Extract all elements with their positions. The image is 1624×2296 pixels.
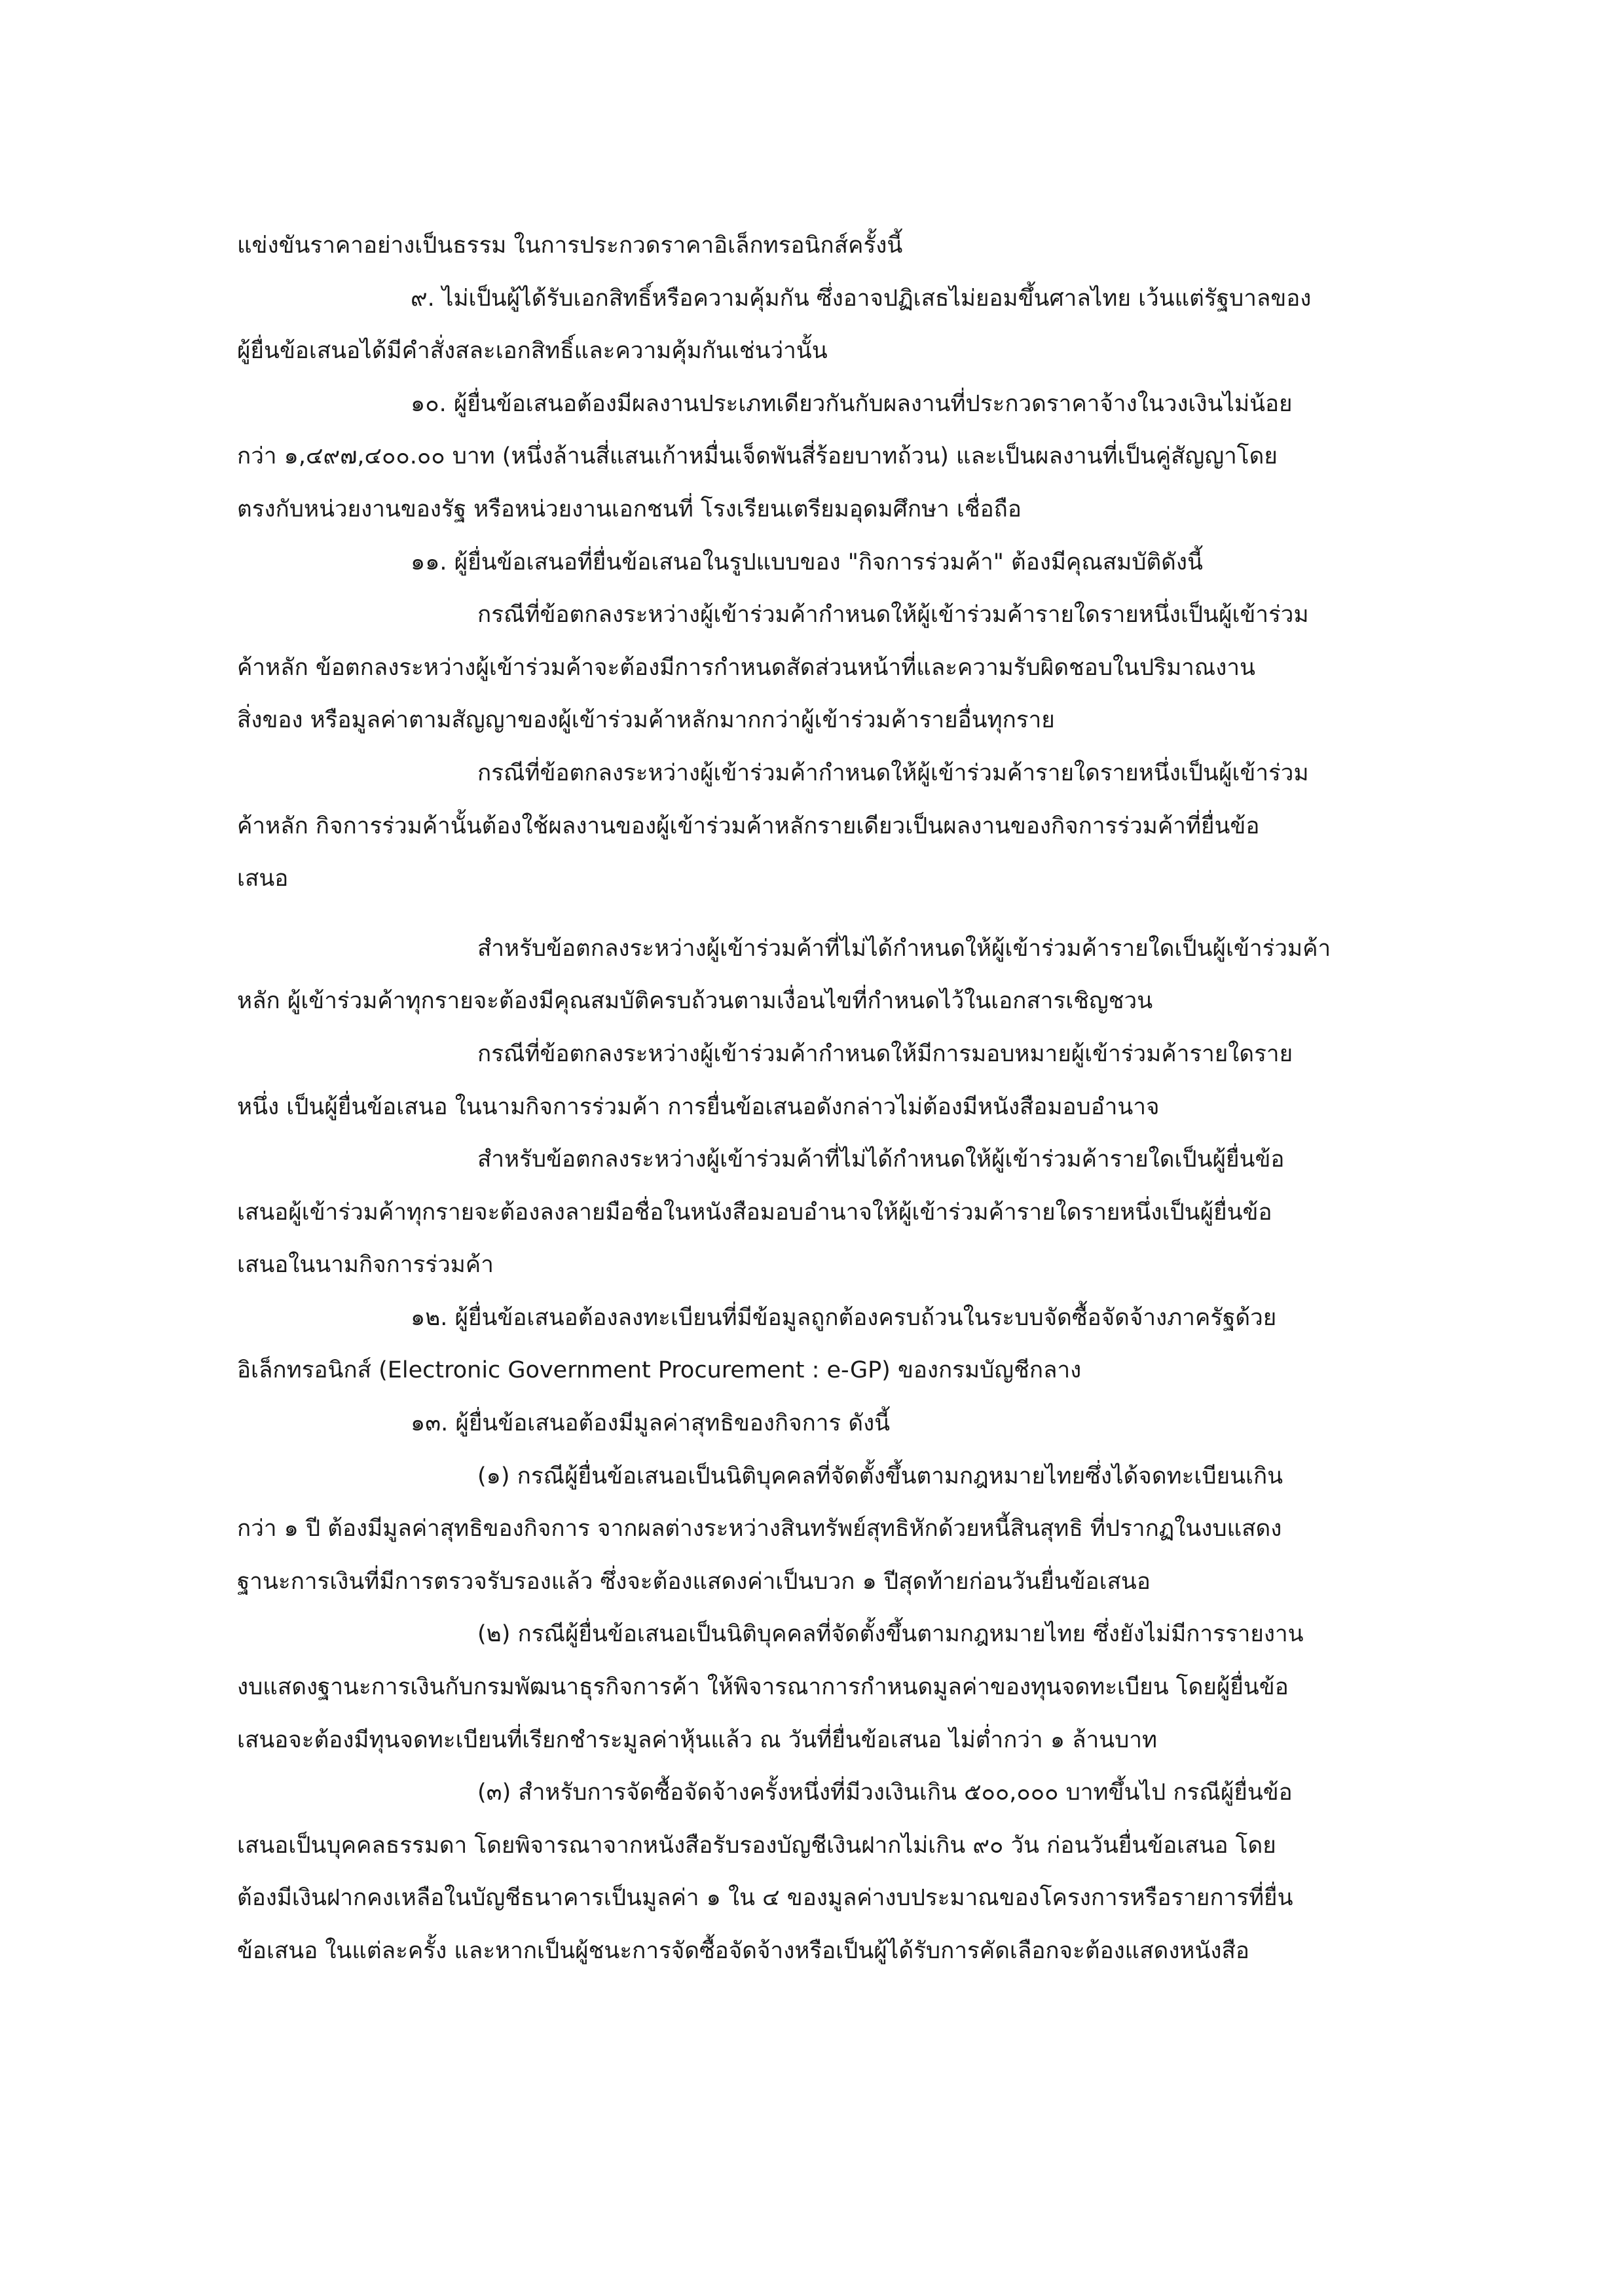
clause-13-2-line-2: งบแสดงฐานะการเงินกับกรมพัฒนาธุรกิจการค้า ให้พิจารณาการกำหนดมูลค่าของทุนจดทะเบียน โดยผู้ยื่นข้อ — [237, 1674, 1289, 1701]
clause-13-1-line-3: ฐานะการเงินที่มีการตรวจรับรองแล้ว ซึ่งจะต้องแสดงค่าเป็นบวก ๑ ปีสุดท้ายก่อนวันยื่นข้อเสนอ — [237, 1568, 1151, 1595]
clause-13-3-line-1: (๓) สำหรับการจัดซื้อจัดจ้างครั้งหนึ่งที่มีวงเงินเกิน ๕๐๐,๐๐๐ บาทขึ้นไป กรณีผู้ยื่นข้อ — [477, 1779, 1293, 1806]
clause-9-line-1: ๙. ไม่เป็นผู้ได้รับเอกสิทธิ์หรือความคุ้มกัน ซึ่งอาจปฏิเสธไม่ยอมขึ้นศาลไทย เว้นแต่รัฐบาลของ — [411, 285, 1312, 312]
text-line: แข่งขันราคาอย่างเป็นธรรม ในการประกวดราคาอิเล็กทรอนิกส์ครั้งนี้ — [237, 232, 903, 259]
clause-13-3-line-4: ข้อเสนอ ในแต่ละครั้ง และหากเป็นผู้ชนะการจัดซื้อจัดจ้างหรือเป็นผู้ได้รับการคัดเลือกจะต้องแสดงหนังสือ — [237, 1938, 1249, 1964]
clause-13-line-1: ๑๓. ผู้ยื่นข้อเสนอต้องมีมูลค่าสุทธิของกิจการ ดังนี้ — [411, 1410, 891, 1437]
clause-11-para-3-line-1: สำหรับข้อตกลงระหว่างผู้เข้าร่วมค้าที่ไม่ได้กำหนดให้ผู้เข้าร่วมค้ารายใดเป็นผู้เข้าร่วมค้า — [477, 935, 1331, 962]
clause-10-line-3: ตรงกับหน่วยงานของรัฐ หรือหน่วยงานเอกชนที่ โรงเรียนเตรียมอุดมศึกษา เชื่อถือ — [237, 496, 1022, 522]
paragraph-gap — [237, 905, 1422, 922]
clause-13-1-line-2: กว่า ๑ ปี ต้องมีมูลค่าสุทธิของกิจการ จากผลต่างระหว่างสินทรัพย์สุทธิหักด้วยหนี้สินสุทธิ ที่ปรากฏในงบแสดง — [237, 1516, 1282, 1542]
clause-13-2-line-1: (๒) กรณีผู้ยื่นข้อเสนอเป็นนิติบุคคลที่จัดตั้งขึ้นตามกฎหมายไทย ซึ่งยังไม่มีการรายงาน — [477, 1621, 1304, 1648]
clause-11-para-1-line-3: สิ่งของ หรือมูลค่าตามสัญญาของผู้เข้าร่วมค้าหลักมากกว่าผู้เข้าร่วมค้ารายอื่นทุกราย — [237, 707, 1055, 734]
clause-11-para-3-line-2: หลัก ผู้เข้าร่วมค้าทุกรายจะต้องมีคุณสมบัติครบถ้วนตามเงื่อนไขที่กำหนดไว้ในเอกสารเชิญชวน — [237, 988, 1153, 1015]
clause-13-1-line-1: (๑) กรณีผู้ยื่นข้อเสนอเป็นนิติบุคคลที่จัดตั้งขึ้นตามกฎหมายไทยซึ่งได้จดทะเบียนเกิน — [477, 1463, 1283, 1489]
clause-13-3-line-3: ต้องมีเงินฝากคงเหลือในบัญชีธนาคารเป็นมูลค่า ๑ ใน ๔ ของมูลค่างบประมาณของโครงการหรือรายการที่ยื่น — [237, 1885, 1293, 1912]
clause-11-para-5-line-1: สำหรับข้อตกลงระหว่างผู้เข้าร่วมค้าที่ไม่ได้กำหนดให้ผู้เข้าร่วมค้ารายใดเป็นผู้ยื่นข้อ — [477, 1146, 1285, 1173]
clause-11-para-4-line-2: หนึ่ง เป็นผู้ยื่นข้อเสนอ ในนามกิจการร่วมค้า การยื่นข้อเสนอดังกล่าวไม่ต้องมีหนังสือมอบอำนาจ — [237, 1093, 1160, 1120]
clause-10-line-1: ๑๐. ผู้ยื่นข้อเสนอต้องมีผลงานประเภทเดียวกันกับผลงานที่ประกวดราคาจ้างในวงเงินไม่น้อย — [411, 390, 1293, 417]
clause-11-para-4-line-1: กรณีที่ข้อตกลงระหว่างผู้เข้าร่วมค้ากำหนดให้มีการมอบหมายผู้เข้าร่วมค้ารายใดราย — [477, 1040, 1293, 1067]
clause-12-line-2: อิเล็กทรอนิกส์ (Electronic Government Procurement : e-GP) ของกรมบัญชีกลาง — [237, 1357, 1082, 1384]
clause-11-line-1: ๑๑. ผู้ยื่นข้อเสนอที่ยื่นข้อเสนอในรูปแบบของ "กิจการร่วมค้า" ต้องมีคุณสมบัติดังนี้ — [411, 549, 1203, 575]
clause-13-2-line-3: เสนอจะต้องมีทุนจดทะเบียนที่เรียกชำระมูลค่าหุ้นแล้ว ณ วันที่ยื่นข้อเสนอ ไม่ต่ำกว่า ๑ ล้านบาท — [237, 1726, 1158, 1753]
clause-11-para-1-line-1: กรณีที่ข้อตกลงระหว่างผู้เข้าร่วมค้ากำหนดให้ผู้เข้าร่วมค้ารายใดรายหนึ่งเป็นผู้เข้าร่วม — [477, 602, 1309, 629]
clause-11-para-2-line-1: กรณีที่ข้อตกลงระหว่างผู้เข้าร่วมค้ากำหนดให้ผู้เข้าร่วมค้ารายใดรายหนึ่งเป็นผู้เข้าร่วม — [477, 759, 1309, 786]
clause-11-para-5-line-2: เสนอผู้เข้าร่วมค้าทุกรายจะต้องลงลายมือชื่อในหนังสือมอบอำนาจให้ผู้เข้าร่วมค้ารายใดรายหนึ่งเป็นผู้ยื่นข้อ — [237, 1199, 1272, 1226]
clause-10-line-2: กว่า ๑,๔๙๗,๔๐๐.๐๐ บาท (หนึ่งล้านสี่แสนเก้าหมื่นเจ็ดพันสี่ร้อยบาทถ้วน) และเป็นผลงานที่เป็นคู่สัญญาโดย — [237, 443, 1278, 470]
clause-13-3-line-2: เสนอเป็นบุคคลธรรมดา โดยพิจารณาจากหนังสือรับรองบัญชีเงินฝากไม่เกิน ๙๐ วัน ก่อนวันยื่นข้อเสนอ โดย — [237, 1832, 1276, 1859]
document-body — [237, 219, 1422, 1978]
clause-11-para-2-line-2: ค้าหลัก กิจการร่วมค้านั้นต้องใช้ผลงานของผู้เข้าร่วมค้าหลักรายเดียวเป็นผลงานของกิจการร่วมค้าที่ยื่นข้อ — [237, 812, 1260, 839]
clause-11-para-5-line-3: เสนอในนามกิจการร่วมค้า — [237, 1252, 494, 1279]
clause-9-line-2: ผู้ยื่นข้อเสนอได้มีคำสั่งสละเอกสิทธิ์และความคุ้มกันเช่นว่านั้น — [237, 338, 828, 365]
clause-11-para-2-line-3: เสนอ — [237, 866, 289, 892]
clause-12-line-1: ๑๒. ผู้ยื่นข้อเสนอต้องลงทะเบียนที่มีข้อมูลถูกต้องครบถ้วนในระบบจัดซื้อจัดจ้างภาครัฐด้วย — [411, 1304, 1277, 1331]
clause-11-para-1-line-2: ค้าหลัก ข้อตกลงระหว่างผู้เข้าร่วมค้าจะต้องมีการกำหนดสัดส่วนหน้าที่และความรับผิดชอบในปริมาณงาน — [237, 654, 1255, 681]
